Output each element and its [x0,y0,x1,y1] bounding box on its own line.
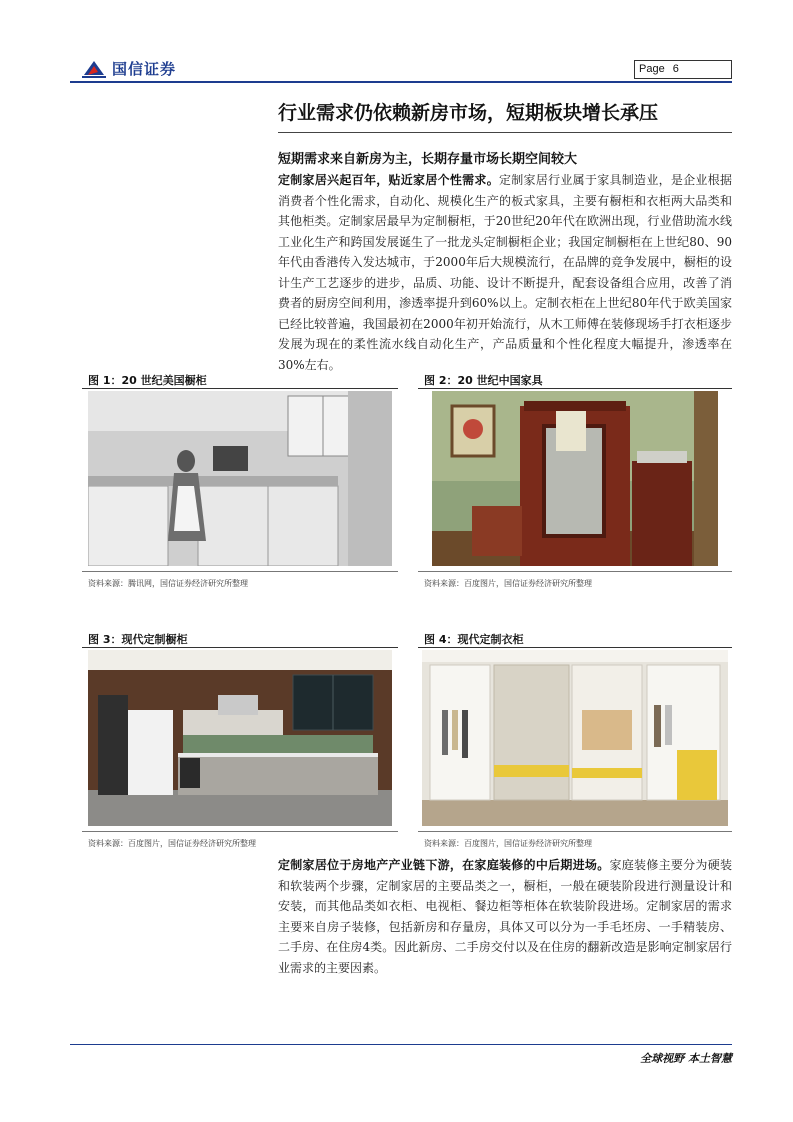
figure-2-image [432,391,718,566]
figure-1-bottom-rule [82,571,398,572]
section-title: 行业需求仍依赖新房市场，短期板块增长承压 [278,102,659,124]
paragraph-2 [278,855,732,978]
paragraph-2-lead: 定制家居位于房地产产业链下游，在家庭装修的中后期进场。 [278,858,610,872]
brand-logo-icon [82,59,106,79]
figure-4-caption: 图 4：现代定制衣柜 [424,633,524,646]
figure-3-top-rule [82,647,398,648]
figure-2-top-rule [418,388,732,389]
paragraph-1-body: 定制家居行业属于家具制造业，是企业根据消费者个性化需求，自动化、规模化生产的板式家具，主要有橱柜和衣柜两大品类和其他柜类。定制家居最早为定制橱柜，于20世纪20年代在欧洲出现，行业借助流水线工业化生产和跨国发展诞生了一批龙头定制橱柜企业；我国定制橱柜在上世纪80、90年代由香港传入发达城市，于2000年后大规模流行，在品牌的竞争发展中，橱柜的设计生产工艺逐步的进步，品质、功能、设计不断提升，配套设备组合应用，改善了消费者的厨房空间利用，渗透率提升到60%以上。定制衣柜在上世纪80年代于欧美国家已经比较普遍，我国最初在2000年初开始流行，从木工师傅在装修现场手打衣柜逐步发展为现在的柔性流水线自动化生产，产品质量和个性化程度大幅提升，渗透率在30%左右。 [278,173,732,372]
figure-3-source: 资料来源：百度图片，国信证券经济研究所整理 [88,839,256,848]
vintage-kitchen-photo-icon [88,391,392,566]
header-divider [70,81,732,83]
paragraph-2-body: 家庭装修主要分为硬装和软装两个步骤，定制家居的主要品类之一，橱柜，一般在硬装阶段进行测量设计和安装，而其他品类如衣柜、电视柜、餐边柜等柜体在软装阶段进场。定制家居的需求主要来自房子装修，包括新房和存量房，具体又可以分为一手毛坯房、一手精装房、二手房、在住房4类。因此新房、二手房交付以及在住房的翻新改造是影响定制家居行业需求的主要因素。 [278,858,732,975]
figure-4-image [422,650,728,826]
title-divider [278,132,732,133]
figure-1-image [88,391,392,566]
brand-name: 国信证券 [112,60,177,78]
footer-slogan: 全球视野 本土智慧 [640,1052,732,1065]
footer-divider [70,1044,732,1045]
figure-1-top-rule [82,388,398,389]
figure-2-caption: 图 2：20 世纪中国家具 [424,374,543,387]
page-header [0,0,793,90]
figure-2-bottom-rule [418,571,732,572]
figure-4-top-rule [418,647,732,648]
page-label: Page [639,63,665,75]
figure-4-source: 资料来源：百度图片，国信证券经济研究所整理 [424,839,592,848]
paragraph-1 [278,170,732,375]
figure-3-bottom-rule [82,831,398,832]
brand-logo [82,58,176,79]
modern-wardrobe-photo-icon [422,650,728,826]
figure-2-source: 资料来源：百度图片，国信证券经济研究所整理 [424,579,592,588]
paragraph-1-lead: 定制家居兴起百年，贴近家居个性需求。 [278,173,499,187]
figure-1-source: 资料来源：腾讯网，国信证券经济研究所整理 [88,579,248,588]
vintage-chinese-furniture-photo-icon [432,391,718,566]
figure-3-caption: 图 3：现代定制橱柜 [88,633,188,646]
subtitle: 短期需求来自新房为主，长期存量市场长期空间较大 [278,152,578,167]
figure-1-caption: 图 1：20 世纪美国橱柜 [88,374,207,387]
figure-3-image [88,650,392,826]
page-number: 6 [672,63,679,75]
figure-4-bottom-rule [418,831,732,832]
page-indicator [634,60,732,79]
modern-kitchen-photo-icon [88,650,392,826]
